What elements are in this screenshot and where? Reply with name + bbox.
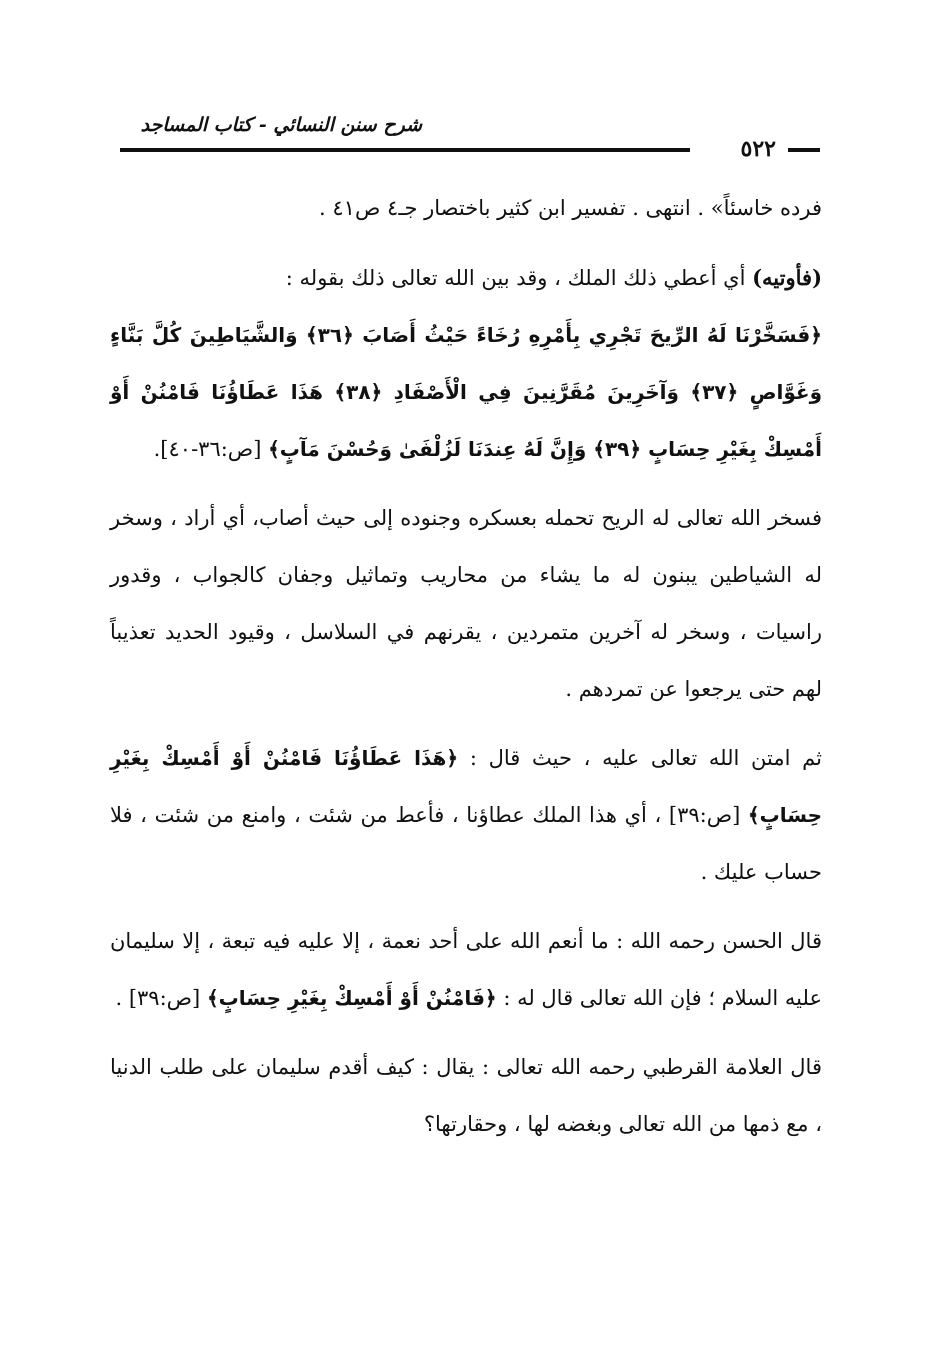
paragraph-1: فرده خاسئاً» . انتهى . تفسير ابن كثير باختصار جـ٤ ص٤١ . xyxy=(319,196,822,220)
quran-reference: [ص:٣٦-٤٠]. xyxy=(153,437,269,461)
header-rule xyxy=(120,148,690,152)
paragraph-3 xyxy=(110,307,822,478)
running-title: شرح سنن النسائي - كتاب المساجد xyxy=(140,114,422,136)
paragraph-6-intro: قال الحسن رحمه الله : ما أنعم الله على أحد نعمة ، إلا عليه فيه تبعة ، إلا سليمان عليه السلام ؛ فإن الله تعالى قال له : xyxy=(110,929,822,1010)
paragraph-2-text: أي أعطي ذلك الملك ، وقد بين الله تعالى ذلك بقوله : xyxy=(285,266,753,290)
paragraph-5-rest: [ص:٣٩] ، أي هذا الملك عطاؤنا ، فأعط من شئت ، وامنع من شئت ، فلا حساب عليك . xyxy=(110,803,822,884)
paragraph-4: فسخر الله تعالى له الريح تحمله بعسكره وجنوده إلى حيث أصاب، أي أراد ، وسخر له الشياطين يبنون له ما يشاء من محاريب وتماثيل وجفان كالجواب ، وقدور راسيات ، وسخر له آخرين متمردين ، يقرنهم في السلاسل ، وقيود الحديد تعذيباً لهم حتى يرجعوا عن تمردهم . xyxy=(110,506,822,701)
quran-verse-inline: ﴿هَذَا عَطَاؤُنَا فَامْنُنْ أَوْ أَمْسِكْ بِغَيْرِ حِسَابٍ﴾ xyxy=(110,746,822,827)
paragraph-2 xyxy=(110,249,822,307)
paragraph-5-intro: ثم امتن الله تعالى عليه ، حيث قال : xyxy=(458,746,822,770)
paragraph-7: قال العلامة القرطبي رحمه الله تعالى : يقال : كيف أقدم سليمان على طلب الدنيا ، مع ذمها من الله تعالى وبغضه لها ، وحقارتها؟ xyxy=(110,1055,822,1136)
body-text xyxy=(110,180,822,1153)
paragraph-6 xyxy=(110,913,822,1027)
quran-verse-inline: ﴿فَامْنُنْ أَوْ أَمْسِكْ بِغَيْرِ حِسَابٍ﴾ xyxy=(206,986,497,1010)
page-header xyxy=(120,112,820,172)
header-rule-short xyxy=(788,148,820,152)
quran-verse-block: ﴿فَسَخَّرْنَا لَهُ الرِّيحَ تَجْرِي بِأَمْرِهِ رُخَاءً حَيْثُ أَصَابَ ﴿٣٦﴾ وَالشَّيَاطِينَ كُلَّ بَنَّاءٍ وَغَوَّاصٍ ﴿٣٧﴾ وَآخَرِينَ مُقَرَّنِينَ فِي الْأَصْفَادِ ﴿٣٨﴾ هَذَا عَطَاؤُنَا فَامْنُنْ أَوْ أَمْسِكْ بِغَيْرِ حِسَابٍ ﴿٣٩﴾ وَإِنَّ لَهُ عِندَنَا لَزُلْفَىٰ وَحُسْنَ مَآبٍ﴾ xyxy=(110,323,823,461)
page-number: ٥٢٢ xyxy=(740,136,776,162)
paragraph-2-keyword: (فأوتيه) xyxy=(752,265,822,290)
paragraph-5 xyxy=(110,730,822,901)
paragraph-6-rest: [ص:٣٩] . xyxy=(115,986,207,1010)
